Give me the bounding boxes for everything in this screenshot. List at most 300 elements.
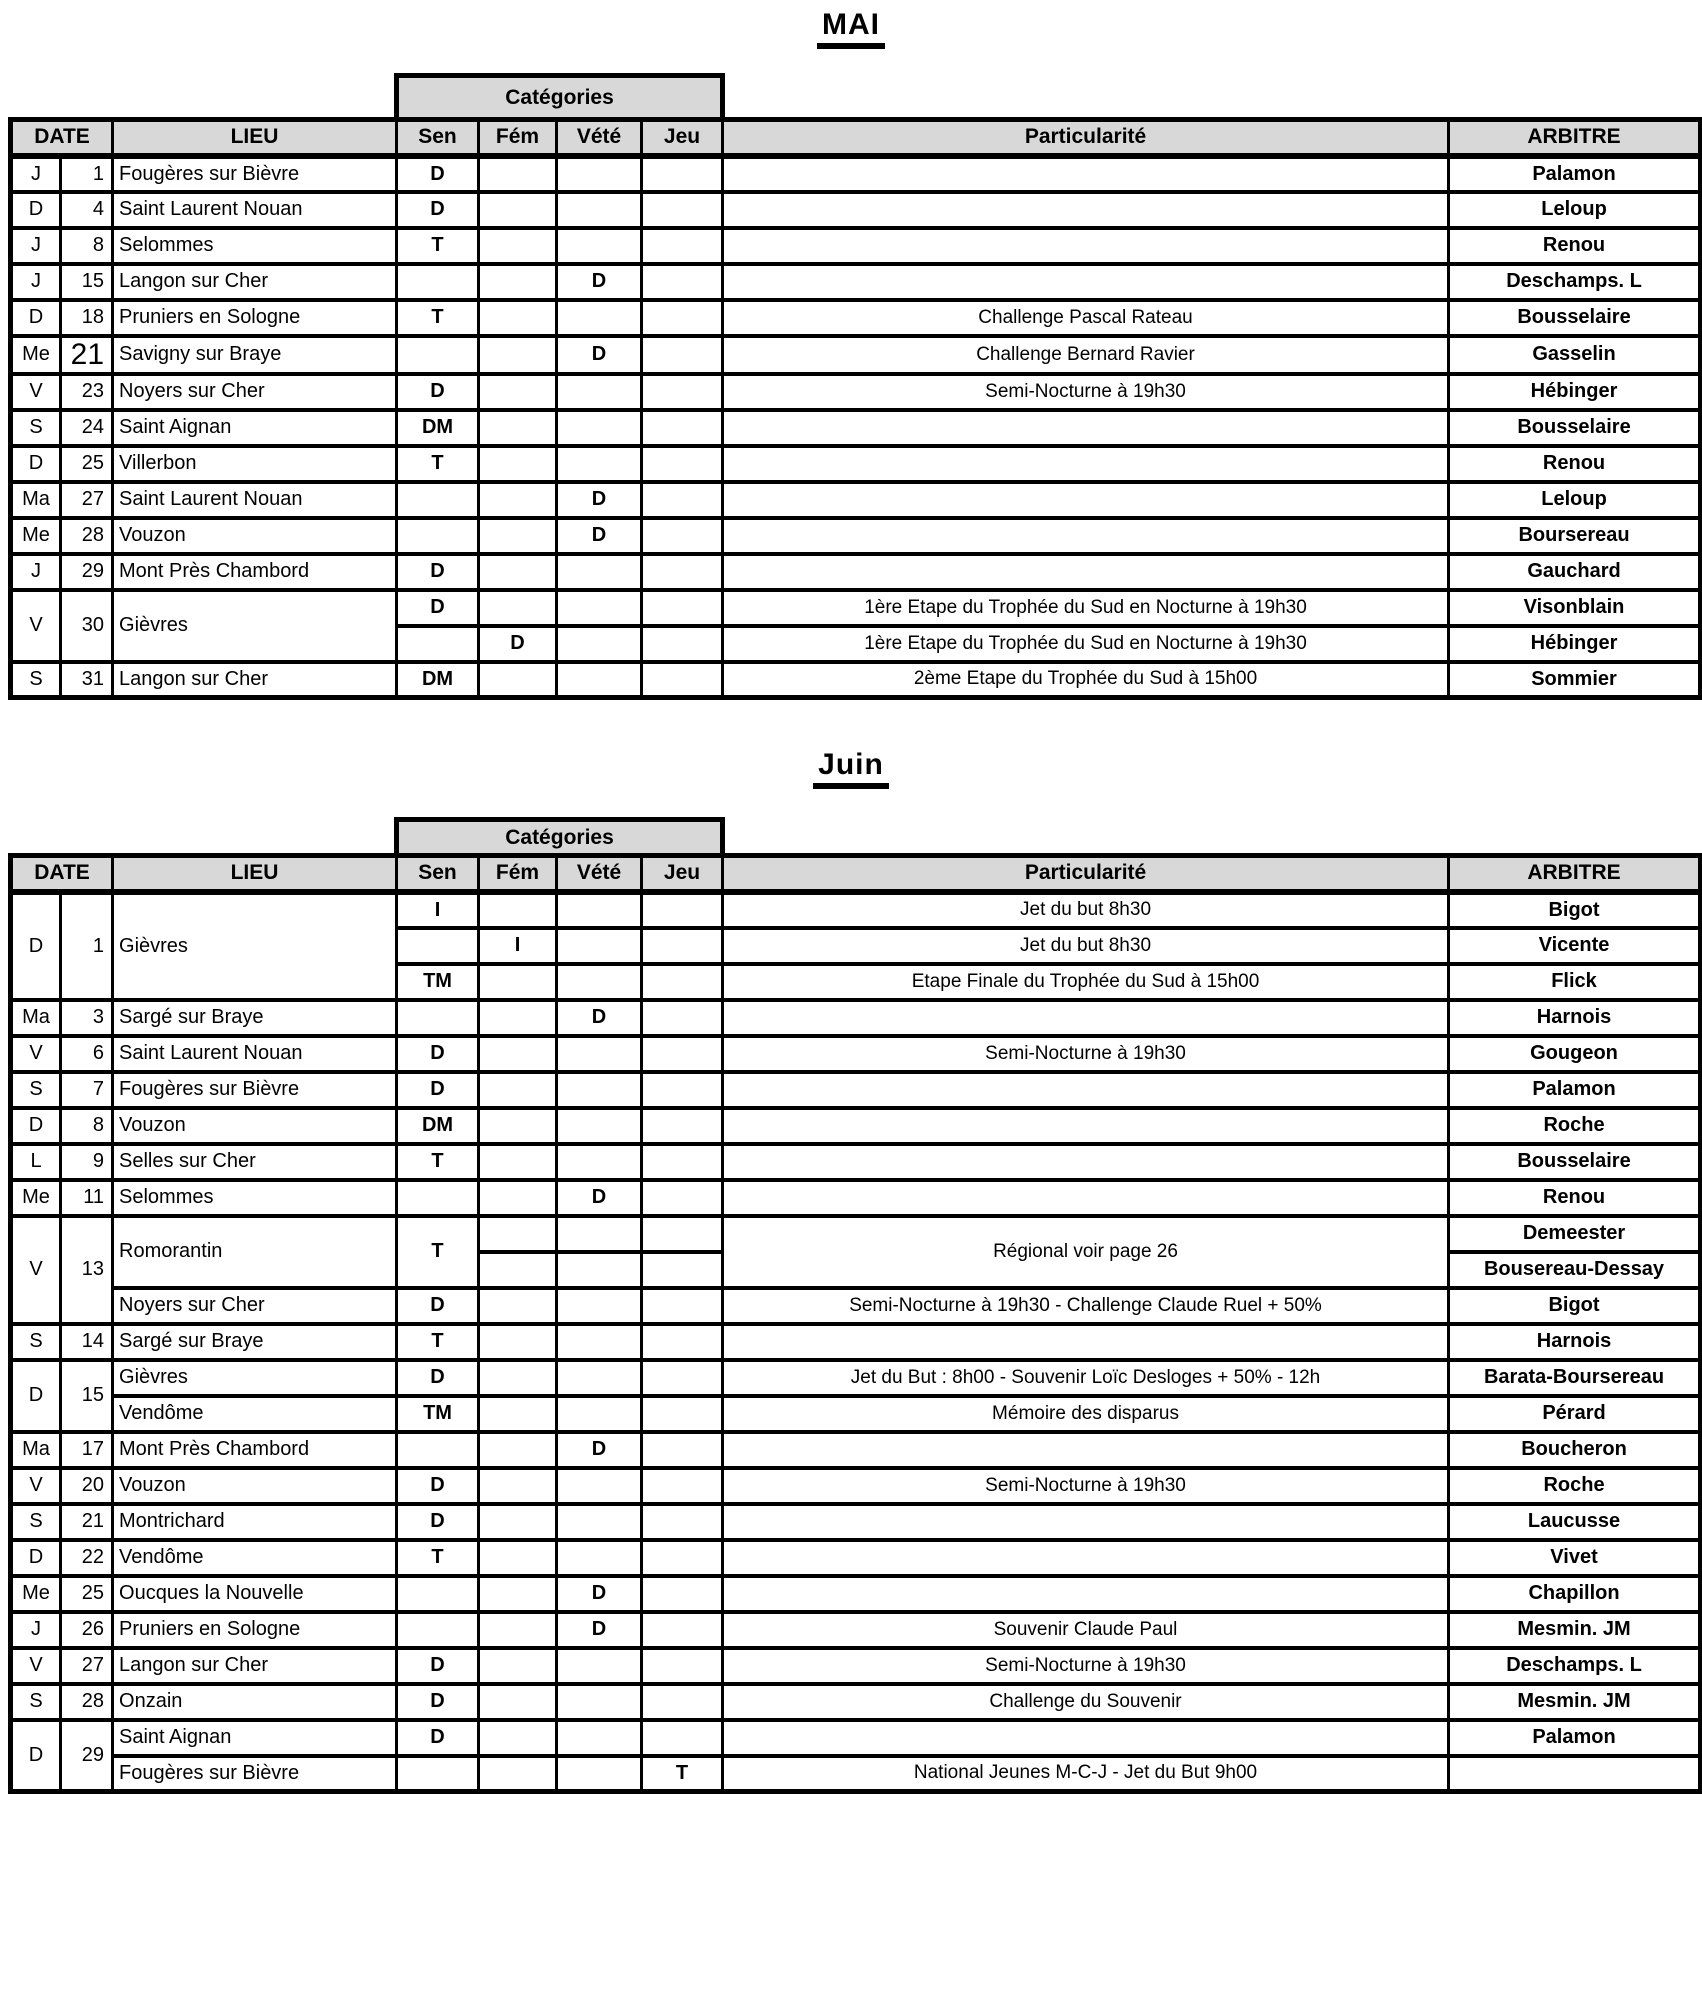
cell-particularite: Mémoire des disparus xyxy=(723,1396,1449,1432)
header-row xyxy=(11,120,1701,156)
cell-particularite: Semi-Nocturne à 19h30 xyxy=(723,374,1449,410)
cell-fem xyxy=(479,1540,557,1576)
cell-vete xyxy=(557,1216,642,1252)
cell-arbitre: Palamon xyxy=(1449,1720,1701,1756)
cell-particularite xyxy=(723,518,1449,554)
cell-day: Me xyxy=(11,336,61,374)
cell-day: J xyxy=(11,1612,61,1648)
cell-sen xyxy=(397,336,479,374)
cell-jeu xyxy=(642,590,723,626)
cell-vete xyxy=(557,1288,642,1324)
cell-arbitre: Renou xyxy=(1449,446,1701,482)
cell-num: 8 xyxy=(61,1108,113,1144)
cell-lieu: Saint Laurent Nouan xyxy=(113,482,397,518)
table-row xyxy=(11,1324,1701,1360)
cell-sen: I xyxy=(397,892,479,928)
cell-arbitre: Gasselin xyxy=(1449,336,1701,374)
cell-arbitre: Bigot xyxy=(1449,892,1701,928)
cell-particularite: 1ère Etape du Trophée du Sud en Nocturne à 19h30 xyxy=(723,590,1449,626)
cell-sen: T xyxy=(397,228,479,264)
cell-vete xyxy=(557,1684,642,1720)
cell-day: Ma xyxy=(11,482,61,518)
cell-fem xyxy=(479,1108,557,1144)
col-header-date: DATE xyxy=(11,856,113,892)
cell-lieu: Gièvres xyxy=(113,1360,397,1396)
cell-lieu: Fougères sur Bièvre xyxy=(113,156,397,192)
cell-lieu: Saint Aignan xyxy=(113,410,397,446)
cell-num: 29 xyxy=(61,1720,113,1792)
cell-day: J xyxy=(11,264,61,300)
col-header-lieu: LIEU xyxy=(113,120,397,156)
cell-jeu xyxy=(642,1432,723,1468)
cell-jeu xyxy=(642,928,723,964)
cell-lieu: Sargé sur Braye xyxy=(113,1000,397,1036)
cell-num: 21 xyxy=(61,1504,113,1540)
cell-particularite xyxy=(723,554,1449,590)
cell-lieu: Selommes xyxy=(113,1180,397,1216)
table-row xyxy=(11,1108,1701,1144)
cell-particularite: Jet du but 8h30 xyxy=(723,928,1449,964)
col-header-fem: Fém xyxy=(479,856,557,892)
cell-sen: D xyxy=(397,1036,479,1072)
cell-arbitre: Vivet xyxy=(1449,1540,1701,1576)
cell-num: 4 xyxy=(61,192,113,228)
cell-vete xyxy=(557,156,642,192)
cell-lieu: Vouzon xyxy=(113,518,397,554)
cell-fem xyxy=(479,228,557,264)
cell-lieu: Onzain xyxy=(113,1684,397,1720)
cell-particularite xyxy=(723,192,1449,228)
cell-particularite xyxy=(723,482,1449,518)
table-row xyxy=(11,1648,1701,1684)
may-categories-header: Catégories xyxy=(394,73,725,117)
cell-day: J xyxy=(11,554,61,590)
cell-day: D xyxy=(11,192,61,228)
cell-lieu: Oucques la Nouvelle xyxy=(113,1576,397,1612)
cell-sen: T xyxy=(397,1540,479,1576)
cell-vete: D xyxy=(557,482,642,518)
cell-day: Me xyxy=(11,1180,61,1216)
cell-num: 9 xyxy=(61,1144,113,1180)
cell-day: D xyxy=(11,892,61,1000)
cell-arbitre: Palamon xyxy=(1449,1072,1701,1108)
cell-sen: D xyxy=(397,156,479,192)
table-row xyxy=(11,1216,1701,1252)
cell-day: V xyxy=(11,1468,61,1504)
cell-fem xyxy=(479,1144,557,1180)
cell-lieu: Mont Près Chambord xyxy=(113,554,397,590)
cell-fem xyxy=(479,336,557,374)
cell-vete: D xyxy=(557,336,642,374)
cell-fem xyxy=(479,1252,557,1288)
cell-fem: D xyxy=(479,626,557,662)
cell-jeu xyxy=(642,892,723,928)
cell-particularite xyxy=(723,410,1449,446)
cell-fem xyxy=(479,1180,557,1216)
cell-num: 18 xyxy=(61,300,113,336)
cell-lieu: Noyers sur Cher xyxy=(113,1288,397,1324)
cell-sen: D xyxy=(397,554,479,590)
cell-day: S xyxy=(11,1684,61,1720)
cell-num: 28 xyxy=(61,518,113,554)
cell-fem xyxy=(479,410,557,446)
cell-arbitre: Boursereau xyxy=(1449,518,1701,554)
cell-jeu xyxy=(642,228,723,264)
cell-lieu: Pruniers en Sologne xyxy=(113,300,397,336)
cell-jeu xyxy=(642,1612,723,1648)
cell-fem xyxy=(479,1720,557,1756)
cell-sen: T xyxy=(397,300,479,336)
cell-sen xyxy=(397,482,479,518)
cell-day: D xyxy=(11,446,61,482)
cell-fem xyxy=(479,1612,557,1648)
cell-particularite: National Jeunes M-C-J - Jet du But 9h00 xyxy=(723,1756,1449,1792)
cell-lieu: Vouzon xyxy=(113,1468,397,1504)
cell-jeu xyxy=(642,374,723,410)
cell-arbitre: Bigot xyxy=(1449,1288,1701,1324)
cell-arbitre: Bousselaire xyxy=(1449,410,1701,446)
cell-lieu: Saint Laurent Nouan xyxy=(113,192,397,228)
cell-jeu xyxy=(642,192,723,228)
cell-num: 13 xyxy=(61,1216,113,1324)
cell-vete: D xyxy=(557,518,642,554)
cell-num: 1 xyxy=(61,892,113,1000)
cell-fem xyxy=(479,1216,557,1252)
cell-sen: T xyxy=(397,1324,479,1360)
cell-arbitre: Bousselaire xyxy=(1449,300,1701,336)
cell-particularite xyxy=(723,1432,1449,1468)
cell-sen: D xyxy=(397,590,479,626)
cell-num: 17 xyxy=(61,1432,113,1468)
table-row xyxy=(11,1036,1701,1072)
cell-num: 23 xyxy=(61,374,113,410)
table-row xyxy=(11,1360,1701,1396)
col-header-particularite: Particularité xyxy=(723,120,1449,156)
cell-fem xyxy=(479,892,557,928)
col-header-lieu: LIEU xyxy=(113,856,397,892)
cell-vete: D xyxy=(557,1000,642,1036)
cell-fem xyxy=(479,1036,557,1072)
cell-arbitre: Sommier xyxy=(1449,662,1701,698)
cell-sen xyxy=(397,1000,479,1036)
col-header-arbitre: ARBITRE xyxy=(1449,856,1701,892)
cell-vete: D xyxy=(557,1432,642,1468)
col-header-arbitre: ARBITRE xyxy=(1449,120,1701,156)
col-header-date: DATE xyxy=(11,120,113,156)
cell-vete xyxy=(557,1720,642,1756)
may-table xyxy=(8,117,1702,700)
cell-sen: D xyxy=(397,1288,479,1324)
cell-arbitre: Mesmin. JM xyxy=(1449,1684,1701,1720)
cell-jeu xyxy=(642,1396,723,1432)
cell-particularite xyxy=(723,1504,1449,1540)
cell-vete xyxy=(557,1144,642,1180)
cell-num: 20 xyxy=(61,1468,113,1504)
cell-sen: D xyxy=(397,1684,479,1720)
cell-lieu: Romorantin xyxy=(113,1216,397,1288)
cell-arbitre: Roche xyxy=(1449,1108,1701,1144)
cell-fem: I xyxy=(479,928,557,964)
table-row xyxy=(11,446,1701,482)
cell-jeu xyxy=(642,264,723,300)
cell-fem xyxy=(479,482,557,518)
may-title-text: MAI xyxy=(817,8,885,49)
cell-particularite: Semi-Nocturne à 19h30 xyxy=(723,1036,1449,1072)
cell-particularite: Semi-Nocturne à 19h30 xyxy=(723,1648,1449,1684)
table-row xyxy=(11,1072,1701,1108)
cell-day: V xyxy=(11,1216,61,1324)
cell-vete xyxy=(557,192,642,228)
table-row xyxy=(11,410,1701,446)
cell-vete xyxy=(557,662,642,698)
cell-sen: DM xyxy=(397,662,479,698)
cell-sen xyxy=(397,626,479,662)
cell-sen xyxy=(397,1432,479,1468)
cell-fem xyxy=(479,446,557,482)
cell-day: D xyxy=(11,1540,61,1576)
cell-jeu xyxy=(642,156,723,192)
cell-sen xyxy=(397,518,479,554)
cell-vete: D xyxy=(557,1180,642,1216)
cell-sen: D xyxy=(397,1504,479,1540)
cell-day: S xyxy=(11,662,61,698)
cell-vete xyxy=(557,554,642,590)
cell-jeu: T xyxy=(642,1756,723,1792)
cell-sen xyxy=(397,1756,479,1792)
cell-arbitre: Leloup xyxy=(1449,192,1701,228)
cell-vete xyxy=(557,1252,642,1288)
cell-fem xyxy=(479,300,557,336)
cell-sen: D xyxy=(397,1360,479,1396)
header-row xyxy=(11,856,1701,892)
cell-fem xyxy=(479,1432,557,1468)
cell-lieu: Vendôme xyxy=(113,1540,397,1576)
cell-jeu xyxy=(642,1504,723,1540)
cell-vete xyxy=(557,892,642,928)
cell-jeu xyxy=(642,1360,723,1396)
cell-fem xyxy=(479,554,557,590)
cell-day: Me xyxy=(11,518,61,554)
cell-fem xyxy=(479,374,557,410)
table-row xyxy=(11,1756,1701,1792)
cell-jeu xyxy=(642,1036,723,1072)
cell-vete xyxy=(557,626,642,662)
cell-fem xyxy=(479,1360,557,1396)
cell-particularite xyxy=(723,156,1449,192)
table-row xyxy=(11,1432,1701,1468)
cell-day: L xyxy=(11,1144,61,1180)
cell-particularite: Etape Finale du Trophée du Sud à 15h00 xyxy=(723,964,1449,1000)
cell-fem xyxy=(479,1756,557,1792)
cell-jeu xyxy=(642,482,723,518)
table-row xyxy=(11,1180,1701,1216)
cell-particularite xyxy=(723,1000,1449,1036)
cell-num: 25 xyxy=(61,1576,113,1612)
cell-particularite: Semi-Nocturne à 19h30 - Challenge Claude Ruel + 50% xyxy=(723,1288,1449,1324)
cell-vete xyxy=(557,410,642,446)
cell-arbitre: Bousselaire xyxy=(1449,1144,1701,1180)
table-row xyxy=(11,590,1701,626)
cell-particularite xyxy=(723,1180,1449,1216)
cell-lieu: Fougères sur Bièvre xyxy=(113,1072,397,1108)
cell-vete xyxy=(557,1468,642,1504)
cell-arbitre: Bousereau-Dessay xyxy=(1449,1252,1701,1288)
cell-particularite: Challenge Bernard Ravier xyxy=(723,336,1449,374)
cell-particularite xyxy=(723,1324,1449,1360)
cell-lieu: Langon sur Cher xyxy=(113,1648,397,1684)
col-header-vete: Vété xyxy=(557,856,642,892)
cell-lieu: Sargé sur Braye xyxy=(113,1324,397,1360)
cell-particularite: Souvenir Claude Paul xyxy=(723,1612,1449,1648)
cell-jeu xyxy=(642,1216,723,1252)
cell-jeu xyxy=(642,446,723,482)
table-row xyxy=(11,1144,1701,1180)
cell-lieu: Pruniers en Sologne xyxy=(113,1612,397,1648)
cell-jeu xyxy=(642,300,723,336)
cell-arbitre: Harnois xyxy=(1449,1000,1701,1036)
cell-vete xyxy=(557,1324,642,1360)
cell-arbitre: Vicente xyxy=(1449,928,1701,964)
table-row xyxy=(11,1468,1701,1504)
cell-sen xyxy=(397,1576,479,1612)
cell-num: 8 xyxy=(61,228,113,264)
juin-title xyxy=(0,748,1702,789)
cell-lieu: Vouzon xyxy=(113,1108,397,1144)
cell-arbitre: Flick xyxy=(1449,964,1701,1000)
cell-sen: TM xyxy=(397,1396,479,1432)
cell-day: V xyxy=(11,1648,61,1684)
cell-vete xyxy=(557,1756,642,1792)
cell-fem xyxy=(479,192,557,228)
cell-particularite: Challenge du Souvenir xyxy=(723,1684,1449,1720)
cell-num: 6 xyxy=(61,1036,113,1072)
table-row xyxy=(11,1540,1701,1576)
table-row xyxy=(11,1576,1701,1612)
cell-day: Ma xyxy=(11,1000,61,1036)
cell-day: S xyxy=(11,1324,61,1360)
cell-sen xyxy=(397,928,479,964)
col-header-particularite: Particularité xyxy=(723,856,1449,892)
cell-jeu xyxy=(642,1540,723,1576)
cell-sen: DM xyxy=(397,410,479,446)
table-row xyxy=(11,1504,1701,1540)
cell-fem xyxy=(479,662,557,698)
cell-day: S xyxy=(11,1504,61,1540)
cell-particularite xyxy=(723,1540,1449,1576)
cell-particularite xyxy=(723,1144,1449,1180)
table-row xyxy=(11,1396,1701,1432)
cell-num: 27 xyxy=(61,1648,113,1684)
cell-fem xyxy=(479,1468,557,1504)
cell-jeu xyxy=(642,662,723,698)
cell-jeu xyxy=(642,1648,723,1684)
cell-vete xyxy=(557,1108,642,1144)
may-table-section xyxy=(8,73,1700,700)
cell-fem xyxy=(479,156,557,192)
cell-day: Ma xyxy=(11,1432,61,1468)
cell-lieu: Mont Près Chambord xyxy=(113,1432,397,1468)
cell-particularite: Jet du But : 8h00 - Souvenir Loïc Desloges + 50% - 12h xyxy=(723,1360,1449,1396)
cell-fem xyxy=(479,1684,557,1720)
cell-jeu xyxy=(642,964,723,1000)
col-header-sen: Sen xyxy=(397,120,479,156)
cell-lieu: Vendôme xyxy=(113,1396,397,1432)
cell-lieu: Savigny sur Braye xyxy=(113,336,397,374)
table-row xyxy=(11,1000,1701,1036)
col-header-sen: Sen xyxy=(397,856,479,892)
table-row xyxy=(11,482,1701,518)
cell-particularite: Challenge Pascal Rateau xyxy=(723,300,1449,336)
cell-day: V xyxy=(11,374,61,410)
table-row xyxy=(11,1684,1701,1720)
cell-day: S xyxy=(11,410,61,446)
cell-fem xyxy=(479,1504,557,1540)
cell-arbitre: Deschamps. L xyxy=(1449,1648,1701,1684)
table-row xyxy=(11,156,1701,192)
cell-day: J xyxy=(11,228,61,264)
cell-sen: T xyxy=(397,1216,479,1288)
cell-arbitre: Pérard xyxy=(1449,1396,1701,1432)
table-row xyxy=(11,518,1701,554)
cell-num: 24 xyxy=(61,410,113,446)
may-title xyxy=(0,0,1702,49)
cell-num: 27 xyxy=(61,482,113,518)
cell-sen: T xyxy=(397,1144,479,1180)
cell-fem xyxy=(479,1648,557,1684)
cell-vete: D xyxy=(557,1612,642,1648)
cell-particularite: 1ère Etape du Trophée du Sud en Nocturne à 19h30 xyxy=(723,626,1449,662)
cell-jeu xyxy=(642,1108,723,1144)
cell-num: 26 xyxy=(61,1612,113,1648)
cell-lieu: Langon sur Cher xyxy=(113,264,397,300)
cell-particularite: Semi-Nocturne à 19h30 xyxy=(723,1468,1449,1504)
cell-vete: D xyxy=(557,264,642,300)
cell-vete xyxy=(557,1540,642,1576)
cell-day: Me xyxy=(11,1576,61,1612)
cell-jeu xyxy=(642,1324,723,1360)
cell-particularite xyxy=(723,1072,1449,1108)
cell-jeu xyxy=(642,1576,723,1612)
cell-jeu xyxy=(642,1252,723,1288)
cell-arbitre: Leloup xyxy=(1449,482,1701,518)
cell-jeu xyxy=(642,1288,723,1324)
cell-particularite xyxy=(723,1108,1449,1144)
cell-num: 15 xyxy=(61,264,113,300)
cell-day: D xyxy=(11,1108,61,1144)
cell-fem xyxy=(479,1396,557,1432)
cell-num: 28 xyxy=(61,1684,113,1720)
juin-categories-header: Catégories xyxy=(394,817,725,853)
cell-jeu xyxy=(642,1000,723,1036)
cell-num: 22 xyxy=(61,1540,113,1576)
cell-arbitre: Boucheron xyxy=(1449,1432,1701,1468)
cell-vete xyxy=(557,374,642,410)
cell-arbitre: Demeester xyxy=(1449,1216,1701,1252)
cell-arbitre: Hébinger xyxy=(1449,374,1701,410)
cell-arbitre: Renou xyxy=(1449,228,1701,264)
cell-sen: TM xyxy=(397,964,479,1000)
cell-jeu xyxy=(642,1180,723,1216)
cell-day: D xyxy=(11,1360,61,1432)
col-header-jeu: Jeu xyxy=(642,856,723,892)
cell-arbitre: Hébinger xyxy=(1449,626,1701,662)
cell-fem xyxy=(479,1288,557,1324)
table-row xyxy=(11,1612,1701,1648)
cell-lieu: Langon sur Cher xyxy=(113,662,397,698)
cell-arbitre xyxy=(1449,1756,1701,1792)
cell-vete xyxy=(557,928,642,964)
cell-num: 7 xyxy=(61,1072,113,1108)
